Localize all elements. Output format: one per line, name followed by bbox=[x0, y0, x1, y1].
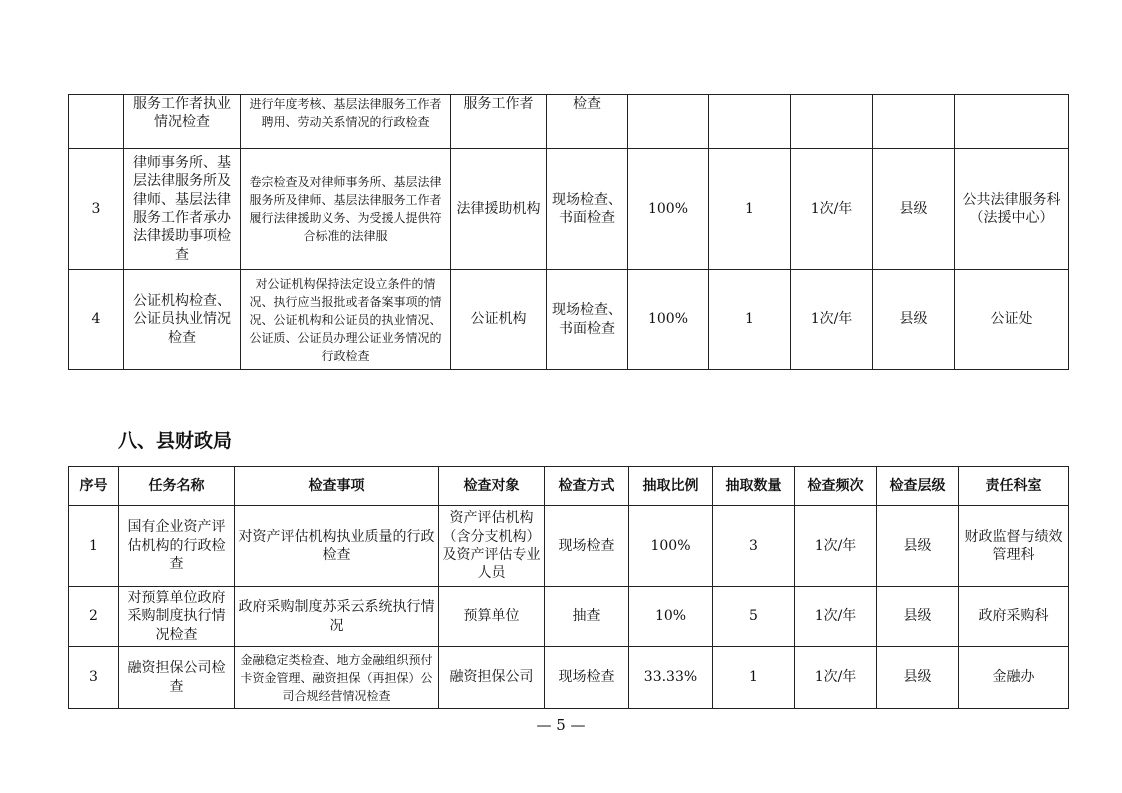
inspection-frequency: 1次/年 bbox=[795, 587, 877, 647]
inspection-object: 融资担保公司 bbox=[439, 647, 545, 709]
task-name: 国有企业资产评估机构的行政检查 bbox=[119, 506, 235, 587]
inspection-frequency bbox=[791, 95, 873, 149]
sample-count: 3 bbox=[713, 506, 795, 587]
responsible-dept: 政府采购科 bbox=[959, 587, 1069, 647]
task-name: 律师事务所、基层法律服务所及律师、基层法律服务工作者承办法律援助事项检查 bbox=[124, 149, 241, 270]
responsible-dept bbox=[955, 95, 1069, 149]
inspection-method: 现场检查、书面检查 bbox=[547, 149, 628, 270]
table-row bbox=[69, 506, 1069, 587]
sample-ratio: 10% bbox=[629, 587, 713, 647]
inspection-item: 对公证机构保持法定设立条件的情况、执行应当报批或者备案事项的情况、公证机构和公证员的执业情况、公证质、公证员办理公证业务情况的行政检查 bbox=[241, 270, 451, 370]
task-name: 公证机构检查、公证员执业情况检查 bbox=[124, 270, 241, 370]
inspection-object: 资产评估机构（含分支机构）及资产评估专业人员 bbox=[439, 506, 545, 587]
inspection-item: 对资产评估机构执业质量的行政检查 bbox=[235, 506, 439, 587]
header-count: 抽取数量 bbox=[713, 467, 795, 506]
header-object: 检查对象 bbox=[439, 467, 545, 506]
sample-count: 1 bbox=[713, 647, 795, 709]
row-number: 1 bbox=[69, 506, 119, 587]
row-number: 2 bbox=[69, 587, 119, 647]
inspection-method: 现场检查 bbox=[545, 647, 629, 709]
table-row bbox=[69, 270, 1069, 370]
inspection-frequency: 1次/年 bbox=[791, 270, 873, 370]
sample-count bbox=[709, 95, 791, 149]
table-row bbox=[69, 647, 1069, 709]
header-level: 检查层级 bbox=[877, 467, 959, 506]
task-name: 融资担保公司检查 bbox=[119, 647, 235, 709]
header-method: 检查方式 bbox=[545, 467, 629, 506]
inspection-item: 金融稳定类检查、地方金融组织预付卡资金管理、融资担保（再担保）公司合规经营情况检查 bbox=[235, 647, 439, 709]
sample-count: 1 bbox=[709, 270, 791, 370]
header-dept: 责任科室 bbox=[959, 467, 1069, 506]
sample-ratio: 100% bbox=[628, 270, 709, 370]
task-name: 对预算单位政府采购制度执行情况检查 bbox=[119, 587, 235, 647]
section-heading: 八、县财政局 bbox=[118, 430, 233, 452]
page-number: — 5 — bbox=[536, 716, 586, 734]
inspection-level: 县级 bbox=[873, 270, 955, 370]
table-row bbox=[69, 95, 1069, 149]
inspection-frequency: 1次/年 bbox=[795, 647, 877, 709]
table-row bbox=[69, 149, 1069, 270]
inspection-object: 预算单位 bbox=[439, 587, 545, 647]
sample-ratio: 100% bbox=[628, 149, 709, 270]
inspection-item: 卷宗检查及对律师事务所、基层法律服务所及律师、基层法律服务工作者履行法律援助义务、为受援人提供符合标准的法律服 bbox=[241, 149, 451, 270]
inspection-method: 抽查 bbox=[545, 587, 629, 647]
inspection-object: 公证机构 bbox=[451, 270, 547, 370]
sample-ratio: 100% bbox=[629, 506, 713, 587]
responsible-dept: 财政监督与绩效管理科 bbox=[959, 506, 1069, 587]
responsible-dept: 公共法律服务科（法援中心） bbox=[955, 149, 1069, 270]
responsible-dept: 公证处 bbox=[955, 270, 1069, 370]
header-frequency: 检查频次 bbox=[795, 467, 877, 506]
inspection-frequency: 1次/年 bbox=[791, 149, 873, 270]
inspection-frequency: 1次/年 bbox=[795, 506, 877, 587]
inspection-method: 现场检查、书面检查 bbox=[547, 270, 628, 370]
sample-count: 1 bbox=[709, 149, 791, 270]
row-number bbox=[69, 95, 124, 149]
inspection-level: 县级 bbox=[877, 506, 959, 587]
inspection-level bbox=[873, 95, 955, 149]
inspection-level: 县级 bbox=[877, 647, 959, 709]
sample-ratio: 33.33% bbox=[629, 647, 713, 709]
sample-count: 5 bbox=[713, 587, 795, 647]
sample-ratio bbox=[628, 95, 709, 149]
inspection-item: 进行年度考核、基层法律服务工作者聘用、劳动关系情况的行政检查 bbox=[241, 95, 451, 149]
inspection-level: 县级 bbox=[873, 149, 955, 270]
task-name: 服务工作者执业情况检查 bbox=[124, 95, 241, 149]
inspection-method: 现场检查 bbox=[545, 506, 629, 587]
finance-inspection-table bbox=[68, 466, 1069, 709]
inspection-level: 县级 bbox=[877, 587, 959, 647]
table-header-row bbox=[69, 467, 1069, 506]
inspection-item: 政府采购制度苏采云系统执行情况 bbox=[235, 587, 439, 647]
continued-inspection-table bbox=[68, 94, 1069, 370]
header-item: 检查事项 bbox=[235, 467, 439, 506]
header-ratio: 抽取比例 bbox=[629, 467, 713, 506]
table-row bbox=[69, 587, 1069, 647]
responsible-dept: 金融办 bbox=[959, 647, 1069, 709]
inspection-method: 检查 bbox=[547, 95, 628, 149]
inspection-object: 服务工作者 bbox=[451, 95, 547, 149]
row-number: 3 bbox=[69, 149, 124, 270]
inspection-object: 法律援助机构 bbox=[451, 149, 547, 270]
header-task: 任务名称 bbox=[119, 467, 235, 506]
header-number: 序号 bbox=[69, 467, 119, 506]
row-number: 3 bbox=[69, 647, 119, 709]
row-number: 4 bbox=[69, 270, 124, 370]
